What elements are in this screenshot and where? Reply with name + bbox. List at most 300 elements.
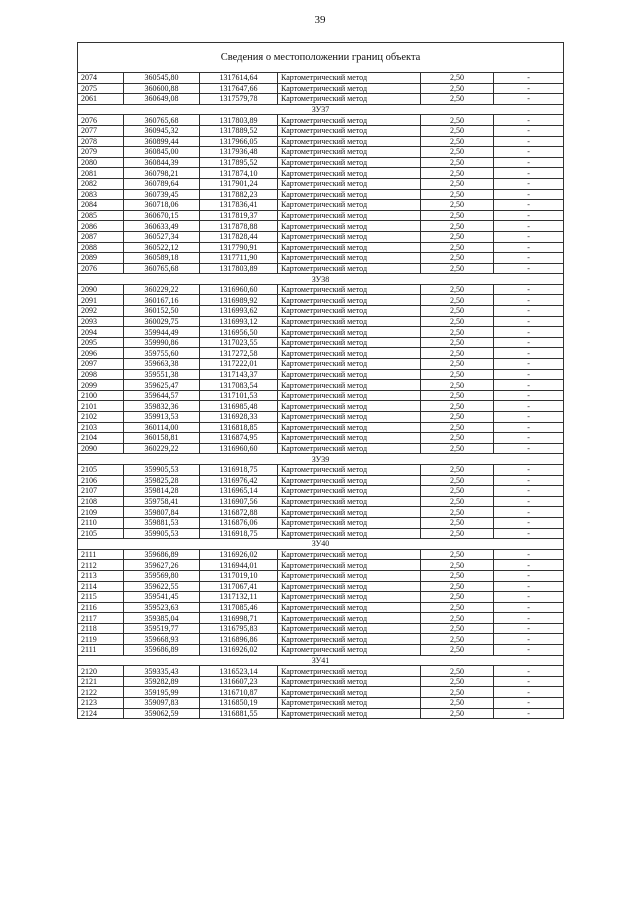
precision-cell: 2,50: [421, 94, 494, 105]
method-cell: Картометрический метод: [278, 517, 421, 528]
description-cell: -: [494, 549, 564, 560]
method-cell: Картометрический метод: [278, 623, 421, 634]
point-number-cell: 2087: [78, 231, 124, 242]
precision-cell: 2,50: [421, 570, 494, 581]
coordinate-y-cell: 1316956,50: [200, 327, 278, 338]
table-row: [78, 210, 564, 221]
point-number-cell: 2118: [78, 623, 124, 634]
table-row: [78, 231, 564, 242]
table-row: [78, 433, 564, 444]
coordinate-y-cell: 1317966,05: [200, 136, 278, 147]
precision-cell: 2,50: [421, 486, 494, 497]
coordinate-y-cell: 1317579,78: [200, 94, 278, 105]
coordinate-x-cell: 359541,45: [124, 592, 200, 603]
description-cell: -: [494, 168, 564, 179]
table-row: [78, 284, 564, 295]
description-cell: -: [494, 221, 564, 232]
coordinate-x-cell: 360844,39: [124, 157, 200, 168]
table-row: [78, 676, 564, 687]
table-row: [78, 443, 564, 454]
table-row: [78, 401, 564, 412]
coordinate-y-cell: 1316795,83: [200, 623, 278, 634]
coordinate-y-cell: 1317889,52: [200, 125, 278, 136]
precision-cell: 2,50: [421, 125, 494, 136]
coordinate-x-cell: 359832,36: [124, 401, 200, 412]
method-cell: Картометрический метод: [278, 496, 421, 507]
coordinate-y-cell: 1316881,55: [200, 708, 278, 719]
coordinate-x-cell: 359282,89: [124, 676, 200, 687]
method-cell: Картометрический метод: [278, 380, 421, 391]
point-number-cell: 2083: [78, 189, 124, 200]
coordinate-y-cell: 1316523,14: [200, 666, 278, 677]
coordinate-y-cell: 1316960,60: [200, 284, 278, 295]
method-cell: Картометрический метод: [278, 708, 421, 719]
description-cell: -: [494, 570, 564, 581]
point-number-cell: 2116: [78, 602, 124, 613]
coordinate-x-cell: 359686,89: [124, 549, 200, 560]
coordinate-y-cell: 1316989,92: [200, 295, 278, 306]
method-cell: Картометрический метод: [278, 433, 421, 444]
table-row: [78, 412, 564, 423]
table-row: [78, 337, 564, 348]
precision-cell: 2,50: [421, 189, 494, 200]
point-number-cell: 2088: [78, 242, 124, 253]
table-row: [78, 359, 564, 370]
precision-cell: 2,50: [421, 200, 494, 211]
description-cell: -: [494, 698, 564, 709]
precision-cell: 2,50: [421, 708, 494, 719]
point-number-cell: 2112: [78, 560, 124, 571]
table-row: [78, 136, 564, 147]
description-cell: -: [494, 178, 564, 189]
coordinate-x-cell: 359905,53: [124, 464, 200, 475]
coordinate-y-cell: 1316710,87: [200, 687, 278, 698]
description-cell: -: [494, 189, 564, 200]
coordinate-y-cell: 1316896,86: [200, 634, 278, 645]
table-row: [78, 698, 564, 709]
description-cell: -: [494, 623, 564, 634]
description-cell: -: [494, 295, 564, 306]
description-cell: -: [494, 242, 564, 253]
method-cell: Картометрический метод: [278, 73, 421, 84]
method-cell: Картометрический метод: [278, 390, 421, 401]
table-row: [78, 708, 564, 719]
coordinate-y-cell: 1317711,90: [200, 253, 278, 264]
description-cell: -: [494, 464, 564, 475]
method-cell: Картометрический метод: [278, 337, 421, 348]
table-row: [78, 475, 564, 486]
precision-cell: 2,50: [421, 422, 494, 433]
method-cell: Картометрический метод: [278, 189, 421, 200]
description-cell: -: [494, 369, 564, 380]
method-cell: Картометрический метод: [278, 136, 421, 147]
method-cell: Картометрический метод: [278, 200, 421, 211]
point-number-cell: 2093: [78, 316, 124, 327]
point-number-cell: 2078: [78, 136, 124, 147]
coordinate-x-cell: 360229,22: [124, 284, 200, 295]
description-cell: -: [494, 136, 564, 147]
coordinate-x-cell: 359622,55: [124, 581, 200, 592]
point-number-cell: 2082: [78, 178, 124, 189]
precision-cell: 2,50: [421, 517, 494, 528]
coordinate-x-cell: 360789,64: [124, 178, 200, 189]
precision-cell: 2,50: [421, 73, 494, 84]
coordinate-x-cell: 359627,26: [124, 560, 200, 571]
description-cell: -: [494, 83, 564, 94]
section-name: ЗУ40: [78, 539, 564, 550]
coordinate-x-cell: 359814,28: [124, 486, 200, 497]
coordinate-y-cell: 1316926,02: [200, 645, 278, 656]
coordinate-x-cell: 359807,84: [124, 507, 200, 518]
table-row: [78, 178, 564, 189]
method-cell: Картометрический метод: [278, 348, 421, 359]
page-number: 39: [314, 14, 326, 26]
coordinate-y-cell: 1317803,89: [200, 115, 278, 126]
table-row: [78, 242, 564, 253]
precision-cell: 2,50: [421, 401, 494, 412]
precision-cell: 2,50: [421, 645, 494, 656]
coordinate-y-cell: 1317272,58: [200, 348, 278, 359]
table-row: [78, 507, 564, 518]
table-row: [78, 517, 564, 528]
precision-cell: 2,50: [421, 359, 494, 370]
point-number-cell: 2076: [78, 263, 124, 274]
point-number-cell: 2108: [78, 496, 124, 507]
table-row: [78, 496, 564, 507]
section-name: ЗУ38: [78, 274, 564, 285]
table-row: [78, 200, 564, 211]
precision-cell: 2,50: [421, 581, 494, 592]
coordinate-y-cell: 1317901,24: [200, 178, 278, 189]
method-cell: Картометрический метод: [278, 369, 421, 380]
method-cell: Картометрический метод: [278, 125, 421, 136]
table-row: [78, 168, 564, 179]
coordinate-x-cell: 359905,53: [124, 528, 200, 539]
table-row: [78, 189, 564, 200]
table-row: [78, 369, 564, 380]
method-cell: Картометрический метод: [278, 645, 421, 656]
coordinate-y-cell: 1317936,48: [200, 147, 278, 158]
point-number-cell: 2105: [78, 464, 124, 475]
method-cell: Картометрический метод: [278, 147, 421, 158]
point-number-cell: 2085: [78, 210, 124, 221]
method-cell: Картометрический метод: [278, 168, 421, 179]
coordinate-y-cell: 1317836,41: [200, 200, 278, 211]
boundary-table-container: [77, 42, 563, 719]
precision-cell: 2,50: [421, 231, 494, 242]
point-number-cell: 2096: [78, 348, 124, 359]
precision-cell: 2,50: [421, 168, 494, 179]
table-row: [78, 634, 564, 645]
coordinate-x-cell: 360765,68: [124, 263, 200, 274]
coordinate-y-cell: 1317083,54: [200, 380, 278, 391]
precision-cell: 2,50: [421, 433, 494, 444]
precision-cell: 2,50: [421, 549, 494, 560]
method-cell: Картометрический метод: [278, 634, 421, 645]
method-cell: Картометрический метод: [278, 253, 421, 264]
coordinate-x-cell: 359990,86: [124, 337, 200, 348]
point-number-cell: 2120: [78, 666, 124, 677]
coordinate-y-cell: 1317101,53: [200, 390, 278, 401]
coordinate-y-cell: 1317143,37: [200, 369, 278, 380]
table-row: [78, 147, 564, 158]
point-number-cell: 2097: [78, 359, 124, 370]
description-cell: -: [494, 359, 564, 370]
coordinate-y-cell: 1316993,12: [200, 316, 278, 327]
table-row: [78, 570, 564, 581]
method-cell: Картометрический метод: [278, 284, 421, 295]
description-cell: -: [494, 284, 564, 295]
coordinate-y-cell: 1317019,10: [200, 570, 278, 581]
table-row: [78, 380, 564, 391]
coordinate-y-cell: 1316944,01: [200, 560, 278, 571]
coordinate-y-cell: 1316965,14: [200, 486, 278, 497]
precision-cell: 2,50: [421, 443, 494, 454]
coordinate-x-cell: 360114,00: [124, 422, 200, 433]
coordinate-x-cell: 360158,81: [124, 433, 200, 444]
coordinate-x-cell: 360945,32: [124, 125, 200, 136]
coordinate-x-cell: 359551,38: [124, 369, 200, 380]
precision-cell: 2,50: [421, 676, 494, 687]
description-cell: -: [494, 94, 564, 105]
coordinate-x-cell: 359569,80: [124, 570, 200, 581]
method-cell: Картометрический метод: [278, 83, 421, 94]
coordinate-y-cell: 1316993,62: [200, 306, 278, 317]
method-cell: Картометрический метод: [278, 316, 421, 327]
point-number-cell: 2113: [78, 570, 124, 581]
coordinate-y-cell: 1317023,55: [200, 337, 278, 348]
coordinate-x-cell: 359385,04: [124, 613, 200, 624]
description-cell: -: [494, 231, 564, 242]
table-row: [78, 464, 564, 475]
description-cell: -: [494, 147, 564, 158]
table-title: Сведения о местоположении границ объекта: [78, 43, 564, 73]
coordinate-y-cell: 1317819,37: [200, 210, 278, 221]
point-number-cell: 2114: [78, 581, 124, 592]
method-cell: Картометрический метод: [278, 221, 421, 232]
description-cell: -: [494, 412, 564, 423]
coordinate-y-cell: 1316976,42: [200, 475, 278, 486]
coordinate-y-cell: 1316926,02: [200, 549, 278, 560]
method-cell: Картометрический метод: [278, 666, 421, 677]
point-number-cell: 2077: [78, 125, 124, 136]
coordinate-x-cell: 360765,68: [124, 115, 200, 126]
point-number-cell: 2122: [78, 687, 124, 698]
coordinate-y-cell: 1316872,88: [200, 507, 278, 518]
coordinate-y-cell: 1317067,41: [200, 581, 278, 592]
method-cell: Картометрический метод: [278, 242, 421, 253]
precision-cell: 2,50: [421, 412, 494, 423]
precision-cell: 2,50: [421, 210, 494, 221]
description-cell: -: [494, 517, 564, 528]
point-number-cell: 2106: [78, 475, 124, 486]
table-row: [78, 253, 564, 264]
method-cell: Картометрический метод: [278, 115, 421, 126]
table-row: [78, 306, 564, 317]
description-cell: -: [494, 306, 564, 317]
table-row: [78, 115, 564, 126]
table-row: [78, 73, 564, 84]
coordinate-y-cell: 1316907,56: [200, 496, 278, 507]
precision-cell: 2,50: [421, 136, 494, 147]
table-row: [78, 422, 564, 433]
coordinate-x-cell: 360545,80: [124, 73, 200, 84]
coordinate-x-cell: 360229,22: [124, 443, 200, 454]
description-cell: -: [494, 253, 564, 264]
point-number-cell: 2084: [78, 200, 124, 211]
coordinate-x-cell: 360600,88: [124, 83, 200, 94]
coordinate-y-cell: 1316850,19: [200, 698, 278, 709]
coordinate-x-cell: 359686,89: [124, 645, 200, 656]
coordinate-y-cell: 1316876,06: [200, 517, 278, 528]
description-cell: -: [494, 602, 564, 613]
precision-cell: 2,50: [421, 147, 494, 158]
point-number-cell: 2080: [78, 157, 124, 168]
table-row: [78, 125, 564, 136]
precision-cell: 2,50: [421, 83, 494, 94]
method-cell: Картометрический метод: [278, 486, 421, 497]
description-cell: -: [494, 687, 564, 698]
point-number-cell: 2098: [78, 369, 124, 380]
section-header-row: [78, 104, 564, 115]
point-number-cell: 2115: [78, 592, 124, 603]
description-cell: -: [494, 666, 564, 677]
point-number-cell: 2117: [78, 613, 124, 624]
description-cell: -: [494, 592, 564, 603]
table-row: [78, 348, 564, 359]
coordinate-x-cell: 360167,16: [124, 295, 200, 306]
precision-cell: 2,50: [421, 157, 494, 168]
coordinate-x-cell: 360739,45: [124, 189, 200, 200]
table-row: [78, 94, 564, 105]
method-cell: Картометрический метод: [278, 412, 421, 423]
point-number-cell: 2091: [78, 295, 124, 306]
precision-cell: 2,50: [421, 475, 494, 486]
method-cell: Картометрический метод: [278, 687, 421, 698]
point-number-cell: 2089: [78, 253, 124, 264]
section-header-row: [78, 274, 564, 285]
table-body: [78, 43, 564, 719]
coordinate-y-cell: 1317882,23: [200, 189, 278, 200]
point-number-cell: 2090: [78, 443, 124, 454]
method-cell: Картометрический метод: [278, 570, 421, 581]
precision-cell: 2,50: [421, 666, 494, 677]
coordinate-x-cell: 360718,06: [124, 200, 200, 211]
description-cell: -: [494, 200, 564, 211]
method-cell: Картометрический метод: [278, 231, 421, 242]
point-number-cell: 2121: [78, 676, 124, 687]
coordinate-y-cell: 1317085,46: [200, 602, 278, 613]
point-number-cell: 2075: [78, 83, 124, 94]
description-cell: -: [494, 676, 564, 687]
description-cell: -: [494, 348, 564, 359]
point-number-cell: 2074: [78, 73, 124, 84]
coordinate-y-cell: 1316874,95: [200, 433, 278, 444]
table-row: [78, 528, 564, 539]
description-cell: -: [494, 316, 564, 327]
description-cell: -: [494, 486, 564, 497]
precision-cell: 2,50: [421, 613, 494, 624]
point-number-cell: 2124: [78, 708, 124, 719]
description-cell: -: [494, 263, 564, 274]
method-cell: Картометрический метод: [278, 263, 421, 274]
precision-cell: 2,50: [421, 295, 494, 306]
description-cell: -: [494, 115, 564, 126]
description-cell: -: [494, 708, 564, 719]
method-cell: Картометрический метод: [278, 676, 421, 687]
description-cell: -: [494, 496, 564, 507]
point-number-cell: 2110: [78, 517, 124, 528]
description-cell: -: [494, 157, 564, 168]
method-cell: Картометрический метод: [278, 560, 421, 571]
point-number-cell: 2079: [78, 147, 124, 158]
method-cell: Картометрический метод: [278, 464, 421, 475]
table-row: [78, 549, 564, 560]
precision-cell: 2,50: [421, 390, 494, 401]
table-row: [78, 645, 564, 656]
point-number-cell: 2111: [78, 549, 124, 560]
method-cell: Картометрический метод: [278, 475, 421, 486]
coordinate-y-cell: 1316918,75: [200, 464, 278, 475]
table-row: [78, 602, 564, 613]
description-cell: -: [494, 613, 564, 624]
method-cell: Картометрический метод: [278, 602, 421, 613]
coordinate-y-cell: 1317647,66: [200, 83, 278, 94]
coordinate-y-cell: 1316960,60: [200, 443, 278, 454]
coordinate-y-cell: 1316818,85: [200, 422, 278, 433]
coordinate-x-cell: 360633,49: [124, 221, 200, 232]
method-cell: Картометрический метод: [278, 295, 421, 306]
precision-cell: 2,50: [421, 178, 494, 189]
description-cell: -: [494, 390, 564, 401]
method-cell: Картометрический метод: [278, 613, 421, 624]
coordinate-y-cell: 1317803,89: [200, 263, 278, 274]
precision-cell: 2,50: [421, 496, 494, 507]
point-number-cell: 2105: [78, 528, 124, 539]
coordinate-x-cell: 359062,59: [124, 708, 200, 719]
coordinate-x-cell: 359758,41: [124, 496, 200, 507]
precision-cell: 2,50: [421, 507, 494, 518]
table-row: [78, 613, 564, 624]
coordinate-x-cell: 360152,50: [124, 306, 200, 317]
section-header-row: [78, 655, 564, 666]
description-cell: -: [494, 422, 564, 433]
coordinate-y-cell: 1317132,11: [200, 592, 278, 603]
coordinate-x-cell: 359195,99: [124, 687, 200, 698]
precision-cell: 2,50: [421, 337, 494, 348]
method-cell: Картометрический метод: [278, 592, 421, 603]
method-cell: Картометрический метод: [278, 94, 421, 105]
precision-cell: 2,50: [421, 560, 494, 571]
method-cell: Картометрический метод: [278, 443, 421, 454]
description-cell: -: [494, 380, 564, 391]
description-cell: -: [494, 73, 564, 84]
precision-cell: 2,50: [421, 221, 494, 232]
method-cell: Картометрический метод: [278, 210, 421, 221]
precision-cell: 2,50: [421, 634, 494, 645]
coordinate-y-cell: 1317874,10: [200, 168, 278, 179]
precision-cell: 2,50: [421, 306, 494, 317]
description-cell: -: [494, 443, 564, 454]
coordinate-x-cell: 360522,12: [124, 242, 200, 253]
point-number-cell: 2111: [78, 645, 124, 656]
coordinate-x-cell: 360845,00: [124, 147, 200, 158]
precision-cell: 2,50: [421, 369, 494, 380]
description-cell: -: [494, 125, 564, 136]
table-row: [78, 221, 564, 232]
coordinate-x-cell: 359668,93: [124, 634, 200, 645]
method-cell: Картометрический метод: [278, 422, 421, 433]
